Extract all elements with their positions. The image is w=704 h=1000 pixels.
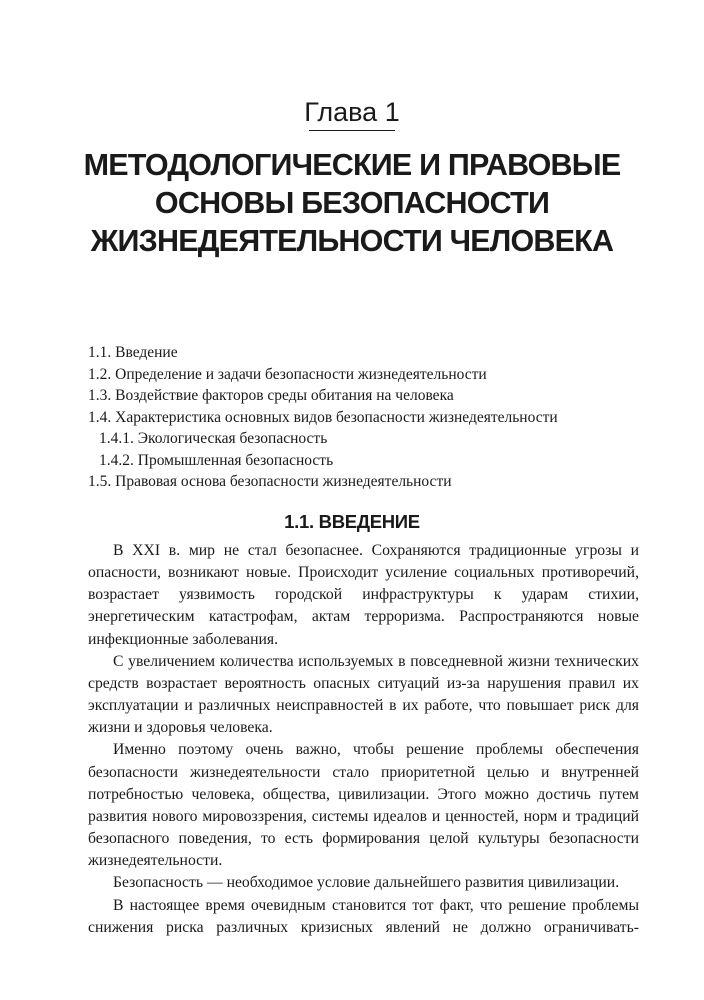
toc-item: 1.1. Введение (88, 344, 178, 361)
paragraph: С увеличением количества используемых в повседневной жизни технических средств возрастает вероятность опасных ситуаций из-за нарушения правил их эксплуатации и различных неисправностей в их работе, что повышает риск для жизни и здоровья человека. (88, 652, 639, 737)
chapter-title-line: МЕТОДОЛОГИЧЕСКИЕ И ПРАВОВЫЕ (83, 148, 621, 182)
chapter-title-line: ЖИЗНЕДЕЯТЕЛЬНОСТИ ЧЕЛОВЕКА (90, 224, 614, 258)
toc-item: 1.3. Воздействие факторов среды обитания на человека (88, 387, 454, 404)
toc-item: 1.2. Определение и задачи безопасности жизнедеятельности (88, 365, 487, 383)
paragraph: В XXI в. мир не стал безопаснее. Сохраняются традиционные угрозы и опасности, возникают новые. Происходит усиление социальных противоречий, возрастает уязвимость городской инфраструктуры к ударам стихии, энергетическим катастрофам, актам терроризма. Распространяются новые инфекционные заболевания. (88, 542, 639, 648)
table-of-contents (88, 342, 648, 493)
paragraph: Безопасность — необходимое условие дальнейшего развития цивилизации. (113, 874, 620, 892)
toc-item: 1.4. Характеристика основных видов безопасности жизнедеятельности (88, 408, 558, 426)
chapter-label: Глава 1 (304, 97, 400, 127)
toc-item: 1.5. Правовая основа безопасности жизнедеятельности (88, 473, 452, 490)
chapter-title-line: ОСНОВЫ БЕЗОПАСНОСТИ (154, 186, 550, 220)
toc-subitem: 1.4.2. Промышленная безопасность (99, 451, 334, 469)
section-body (88, 540, 639, 939)
chapter-underline (309, 130, 395, 131)
chapter-title (60, 146, 644, 260)
toc-subitem: 1.4.1. Экологическая безопасность (99, 430, 328, 447)
section-heading: 1.1. ВВЕДЕНИЕ (284, 511, 420, 532)
paragraph: Именно поэтому очень важно, чтобы решение проблемы обеспечения безопасности жизнедеятельности стало приоритетной целью и внутренней потребностью человека, общества, цивилизации. Этого можно достичь путем развития нового мировоззрения, системы идеалов и ценностей, норм и традиций безопасного поведения, то есть формирования целой культуры безопасности жизнедеятельности. (88, 741, 639, 870)
paragraph: В настоящее время очевидным становится тот факт, что решение проблемы снижения риска различных кризисных явлений не должно ограничивать- (88, 896, 639, 936)
